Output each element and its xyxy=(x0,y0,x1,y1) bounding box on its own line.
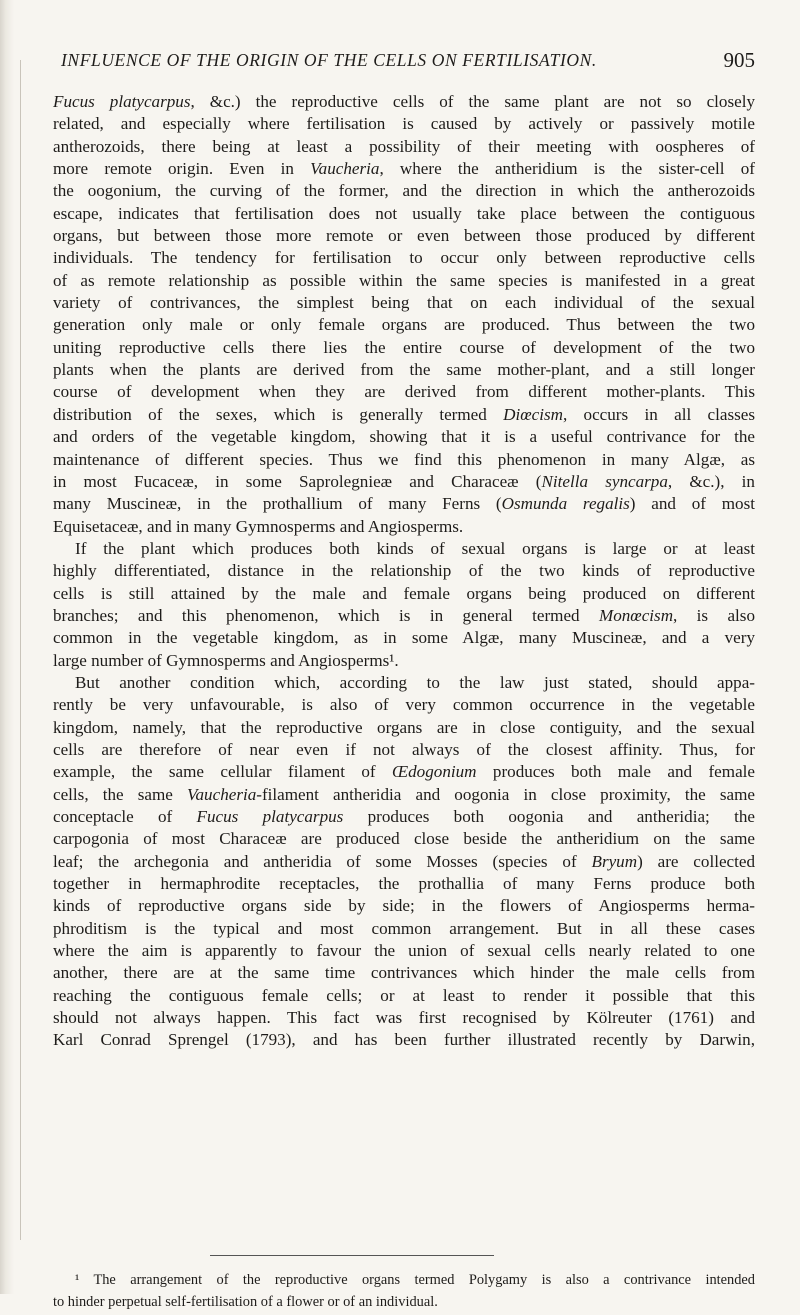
text-line xyxy=(53,359,755,381)
text-run: rently be very unfavourable, is also of very common occurrence in the vegetable xyxy=(53,695,755,715)
text-line xyxy=(53,404,755,426)
text-line xyxy=(53,985,755,1007)
text-run: , &c.), in xyxy=(667,471,755,491)
text-line xyxy=(53,337,755,359)
text-run: of as remote relationship as possible within the same species is manifested in a great xyxy=(53,270,755,290)
body-text xyxy=(53,91,755,1052)
text-run: large number of Gymnosperms and Angiosperms¹. xyxy=(53,650,399,670)
text-line xyxy=(53,828,755,850)
text-run: generation only male or only female organs are produced. Thus between the two xyxy=(53,315,755,335)
text-run: example, the same cellular filament of xyxy=(53,762,392,782)
text-run: leaf; the archegonia and antheridia of some Mosses (species of xyxy=(53,851,592,871)
text-run: many Muscineæ, in the prothallium of many Ferns ( xyxy=(53,494,502,514)
text-run: Equisetaceæ, and in many Gymnosperms and Angiosperms. xyxy=(53,516,464,536)
text-run: produces both oogonia and antheridia; the xyxy=(343,807,755,826)
text-line xyxy=(53,851,755,873)
text-line xyxy=(53,136,755,158)
text-run: common in the vegetable kingdom, as in some Algæ, many Muscineæ, and a very xyxy=(53,628,755,648)
text-run: If the plant which produces both kinds of sexual organs is large or at least xyxy=(75,538,755,558)
text-run: in most Fucaceæ, in some Saprolegnieæ and Characeæ ( xyxy=(53,471,542,491)
text-run: highly differentiated, distance in the relationship of the two kinds of reproductive xyxy=(53,561,755,581)
text-line xyxy=(53,650,755,672)
text-run: should not always happen. This fact was first recognised by Kölreuter (1761) and xyxy=(53,1008,755,1028)
page-number: 905 xyxy=(723,48,755,72)
italic-term: Monœcism xyxy=(598,605,674,625)
text-run: kinds of reproductive organs side by side; in the flowers of Angiosperms herma- xyxy=(53,896,755,916)
text-run: reaching the contiguous female cells; or at least to render it possible that this xyxy=(53,985,755,1005)
text-line xyxy=(53,717,755,739)
text-line xyxy=(53,180,755,202)
text-run: plants when the plants are derived from the same mother-plant, and a still longer xyxy=(53,360,755,380)
text-line xyxy=(53,761,755,783)
text-run: produces both male and female xyxy=(476,762,755,782)
text-line xyxy=(53,516,755,538)
text-line xyxy=(53,471,755,493)
text-line xyxy=(53,940,755,962)
text-run: ) are collected xyxy=(637,851,755,871)
text-line xyxy=(53,493,755,515)
text-line xyxy=(53,91,755,113)
text-run: , occurs in all classes xyxy=(562,404,755,424)
text-line xyxy=(53,113,755,135)
italic-term: Nitella syncarpa xyxy=(541,471,668,491)
italic-term: Fucus platycarpus xyxy=(53,92,191,111)
text-line xyxy=(53,1007,755,1029)
text-line xyxy=(53,1029,755,1051)
text-line xyxy=(53,270,755,292)
text-run: -filament antheridia and oogonia in close proximity, the same xyxy=(256,784,755,804)
text-line xyxy=(53,449,755,471)
text-run: carpogonia of most Characeæ are produced close beside the antheridium on the same xyxy=(53,829,755,849)
footnote-line xyxy=(53,1292,755,1314)
page-gutter-shadow xyxy=(0,0,14,1294)
text-run: , &c.) the reproductive cells of the same plant are not so closely xyxy=(190,92,755,111)
text-run: the oogonium, the curving of the former, and the direction in which the antherozoids xyxy=(53,181,755,201)
text-line xyxy=(53,918,755,940)
italic-term: Œdogonium xyxy=(392,762,477,782)
text-run: kingdom, namely, that the reproductive organs are in close contiguity, and the sexual xyxy=(53,717,755,737)
text-run: where the aim is apparently to favour the union of sexual cells nearly related to one xyxy=(53,941,755,961)
italic-term: Bryum xyxy=(591,851,638,871)
binding-edge xyxy=(20,60,21,1240)
footnote-line xyxy=(53,1270,755,1292)
text-run: cells is still attained by the male and female organs being produced on different xyxy=(53,583,755,603)
text-run: cells are therefore of near even if not always of the closest affinity. Thus, for xyxy=(53,739,755,759)
text-run: Karl Conrad Sprengel (1793), and has been further illustrated recently by Darwin, xyxy=(53,1030,755,1050)
text-run: more remote origin. Even in xyxy=(53,159,311,179)
text-line xyxy=(53,158,755,180)
italic-term: Vaucheria xyxy=(186,784,257,804)
text-line xyxy=(53,381,755,403)
text-line xyxy=(53,583,755,605)
running-head xyxy=(53,50,755,76)
text-line xyxy=(53,247,755,269)
text-line xyxy=(53,605,755,627)
text-line xyxy=(53,203,755,225)
footnotes xyxy=(53,1270,755,1315)
text-line xyxy=(53,292,755,314)
italic-term: Fucus platycarpus xyxy=(196,807,344,826)
text-run: together in hermaphrodite receptacles, the prothallia of many Ferns produce both xyxy=(53,874,755,894)
text-line xyxy=(53,538,755,560)
footnote-rule xyxy=(210,1255,494,1256)
text-run: organs, but between those more remote or even between those produced by different xyxy=(53,226,755,246)
text-run: course of development when they are derived from different mother-plants. This xyxy=(53,382,755,402)
running-title: INFLUENCE OF THE ORIGIN OF THE CELLS ON FERTILISATION. xyxy=(61,50,597,70)
text-run: antherozoids, there being at least a possibility of their meeting with oospheres of xyxy=(53,136,755,156)
text-run: maintenance of different species. Thus we find this phenomenon in many Algæ, as xyxy=(53,449,755,469)
text-run: cells, the same xyxy=(53,784,187,804)
text-line xyxy=(53,560,755,582)
text-run: branches; and this phenomenon, which is in general termed xyxy=(53,605,599,625)
text-line xyxy=(53,426,755,448)
text-line xyxy=(53,873,755,895)
text-line xyxy=(53,694,755,716)
text-line xyxy=(53,895,755,917)
text-run: distribution of the sexes, which is generally termed xyxy=(53,404,504,424)
text-run: related, and especially where fertilisation is caused by actively or passively motile xyxy=(53,114,755,134)
text-run: , where the antheridium is the sister-cell of xyxy=(379,159,755,179)
text-run: conceptacle of xyxy=(53,807,197,826)
text-line xyxy=(53,806,755,828)
text-line xyxy=(53,962,755,984)
italic-term: Diœcism xyxy=(503,404,563,424)
text-run: But another condition which, according to the law just stated, should appa- xyxy=(75,672,755,692)
text-run: another, there are at the same time contrivances which hinder the male cells from xyxy=(53,963,755,983)
text-line xyxy=(53,314,755,336)
text-run: uniting reproductive cells there lies the entire course of development of the two xyxy=(53,337,755,357)
text-run: to hinder perpetual self-fertilisation of a flower or of an individual. xyxy=(53,1294,438,1311)
text-line xyxy=(53,739,755,761)
text-line xyxy=(53,627,755,649)
text-run: variety of contrivances, the simplest being that on each individual of the sexual xyxy=(53,293,755,313)
text-run: , is also xyxy=(673,605,755,625)
text-line xyxy=(53,225,755,247)
text-line xyxy=(53,672,755,694)
italic-term: Vaucheria xyxy=(310,159,380,179)
text-run: individuals. The tendency for fertilisation to occur only between reproductive cells xyxy=(53,248,755,268)
text-run: escape, indicates that fertilisation does not usually take place between the contiguous xyxy=(53,203,755,223)
text-run: phroditism is the typical and most common arrangement. But in all these cases xyxy=(53,918,755,938)
text-run: ) and of most xyxy=(629,494,756,514)
text-run: ¹ The arrangement of the reproductive organs termed Polygamy is also a contrivance intended xyxy=(75,1272,755,1288)
italic-term: Osmunda regalis xyxy=(501,494,630,514)
text-run: and orders of the vegetable kingdom, showing that it is a useful contrivance for the xyxy=(53,427,755,447)
text-line xyxy=(53,784,755,806)
